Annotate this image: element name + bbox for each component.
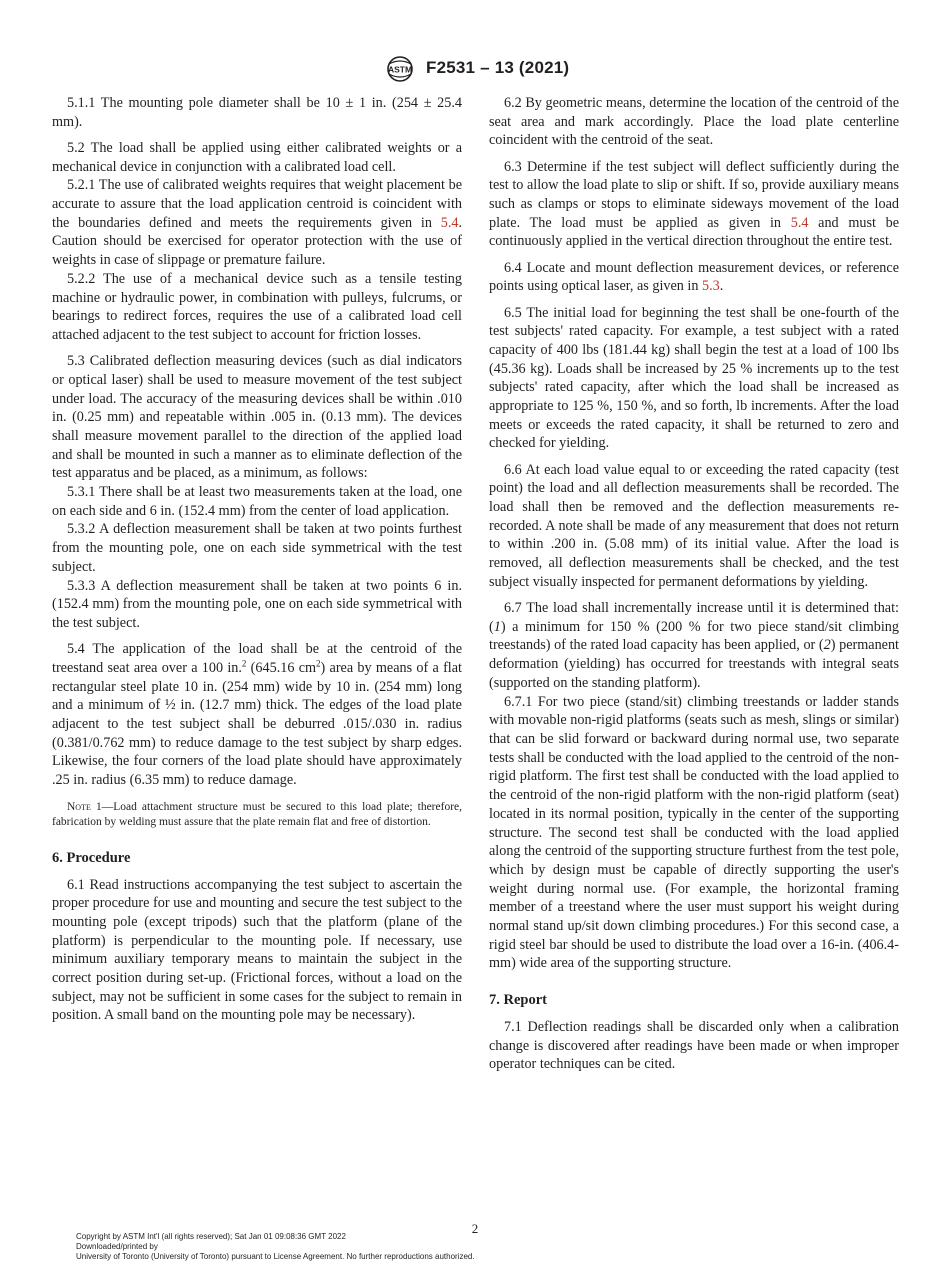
paragraph-5-2-1: 5.2.1 The use of calibrated weights requires that weight placement be accurate to assure that the load application centroid is coincident with the boundaries defined and meets the requirements given in 5.4. Caution should be exercised for operator protection with the use of weights in case of slippage or premature failure. <box>52 177 462 269</box>
paragraph-6-4: 6.4 Locate and mount deflection measurement devices, or reference points using optical laser, as given in 5.3. <box>489 259 899 295</box>
paragraph-5-1-1: 5.1.1 The mounting pole diameter shall be 10 ± 1 in. (254 ± 25.4 mm). <box>52 95 462 130</box>
paragraph-5-3-3: 5.3.3 A deflection measurement shall be taken at two points 6 in. (152.4 mm) from the mounting pole, one on each side symmetrical with the test subject. <box>52 577 462 631</box>
page-number: 2 <box>471 1221 479 1236</box>
right-column <box>489 94 899 1074</box>
note-1: Note 1—Load attachment structure must be secured to this load plate; therefore, fabrication by welding must assure that the plate remain flat and free of distortion. <box>52 800 462 829</box>
paragraph-6-5: 6.5 The initial load for beginning the test shall be one-fourth of the test subjects' rated capacity. For example, a test subject with a rated capacity of 400 lbs (181.44 kg) shall begin the test at a load of 100 lbs (45.36 kg). Loads shall be increased by 25 % increments up to the test subjects' rated capacity, after which the load shall be increased as appropriate to 125 %, 150 %, and so forth, lb increments. After the load meets or exceeds the rated capacity, it shall be returned to zero and checked for yielding. <box>489 304 899 452</box>
paragraph-6-7: 6.7 The load shall incrementally increase until it is determined that: (1) a minimum for 150 % (200 % for two piece stand/sit climbing treestands) of the rated load capacity has been applied, or (2) permanent deformation (yielding) has occurred for treestands with integral seats (supported on the standing platform). <box>489 600 899 691</box>
paragraph-5-2-2: 5.2.2 The use of a mechanical device such as a tensile testing machine or hydraulic power, in combination with pulleys, fulcrums, or bearings to redirect forces, requires the use of a calibrated load cell attached adjacent to the test subject to account for friction losses. <box>52 270 462 343</box>
paragraph-6-3: 6.3 Determine if the test subject will deflect sufficiently during the test to allow the load plate to slip or shift. If so, provide auxiliary means such as clamps or stops to eliminate sideways movement of the load plate. The load must be applied as given in 5.4 and must be continuously applied in the vertical direction throughout the entire test. <box>489 158 900 250</box>
svg-text:ASTM: ASTM <box>387 64 413 75</box>
paragraph-6-2: 6.2 By geometric means, determine the location of the centroid of the seat area and mark accordingly. Place the load plate centerline coincident with the centroid of the seat. <box>489 95 899 149</box>
footer-line: Downloaded/printed by <box>76 1242 158 1251</box>
paragraph-5-4: 5.4 The application of the load shall be at the centroid of the treestand seat area over a 100 in.$^2$ (645.16 $cm^2$) area by means of a flat rectangular steel plate 10 in. (254 mm) wide by 10 in. (254 mm) long and a minimum of ½ in. (12.7 mm) thick. The edges of the load plate adjacent to the test subject shall be deburred .015/.030 in. radius (0.381/0.762 mm) to reduce damage to the test subject by sharp edges. Likewise, the four corners of the load plate should have approximately .25 in. radius (6.35 mm) to reduce damage. <box>52 641 462 789</box>
paragraph-6-7-1: 6.7.1 For two piece (stand/sit) climbing treestands or ladder stands with movable non-rigid platforms (seats such as mesh, slings or similar) that can be slid forward or backward during normal use, two separate tests shall be conducted with the load applied to the centroid of the non-rigid platform. The first test shall be conducted with the load applied to the centroid of the non-rigid platform with the non-rigid platform (seat) located in its normal position, typically in the center of the supporting structure. The second test shall be conducted with the load applied along the centroid of the supporting structure furthest from the test pole, which by design must be capable of directly supporting the user's weight during normal use. (For example, the horizontal framing member of a treestand where the user must support his weight during normal stand up/sit down climbing procedures.) For this second case, a rigid steel bar should be used to distribute the load over a 16-in. (406.4-mm) wide area of the supporting structure. <box>489 693 899 972</box>
paragraph-5-3-1: 5.3.1 There shall be at least two measurements taken at the load, one on each side and 6 in. (152.4 mm) from the center of load application. <box>52 484 462 519</box>
left-column <box>52 94 462 1025</box>
section-link-5-4[interactable]: 5.4 <box>440 214 459 231</box>
paragraph-5-2: 5.2 The load shall be applied using either calibrated weights or a mechanical device in conjunction with a calibrated load cell. <box>52 139 462 175</box>
section-heading-report: 7. Report <box>489 992 547 1009</box>
astm-logo <box>380 56 420 82</box>
section-link-5-4[interactable]: 5.4 <box>790 214 809 231</box>
footer-line: Copyright by ASTM Int'l (all rights reserved); Sat Jan 01 09:08:36 GMT 2022 <box>76 1232 346 1241</box>
paragraph-5-3-2: 5.3.2 A deflection measurement shall be taken at two points furthest from the mounting pole, one on each side symmetrical with the test subject. <box>52 521 462 575</box>
paragraph-6-1: 6.1 Read instructions accompanying the test subject to ascertain the proper procedure for use and mounting and secure the test subject to the mounting pole (except tripods) such that the platform (plane of the platform) is perpendicular to the mounting pole. If necessary, use minimum auxiliary temporary means to maintain the subject in the correct position during set-up. (Frictional forces, without a load on the subject, may not be sufficient in some cases for the subject to remain in position. A small band on the mounting pole may be necessary). <box>52 876 462 1024</box>
footer-line: University of Toronto (University of Toronto) pursuant to License Agreement. No further reproductions authorized. <box>76 1252 475 1261</box>
section-heading-procedure: 6. Procedure <box>52 849 131 866</box>
paragraph-5-3: 5.3 Calibrated deflection measuring devices (such as dial indicators or optical laser) shall be used to measure movement of the test subject under load. The accuracy of the measuring devices shall be within .010 in. (0.25 mm) and repeatable within .005 in. (0.13 mm). The devices shall measure movement parallel to the direction of the applied load and shall be mounted in such a manner as to eliminate deflection of the test apparatus and be placed, as a minimum, as follows: <box>52 353 462 482</box>
standard-designation: F2531 – 13 (2021) <box>426 58 570 77</box>
paragraph-7-1: 7.1 Deflection readings shall be discarded only when a calibration change is discovered after readings have been made or when improper operator techniques can be cited. <box>489 1018 899 1073</box>
section-link-5-3[interactable]: 5.3 <box>702 278 720 295</box>
page-header <box>0 56 950 84</box>
copyright-footer <box>76 1232 475 1262</box>
paragraph-6-6: 6.6 At each load value equal to or exceeding the rated capacity (test point) the load and all deflection measurements shall be recorded. The load shall then be removed and the deflection measurements re-recorded. A note shall be made of any measurement that does not return to within .200 in. (5.08 mm) of its initial value. After the load is removed, all deflection measurements shall be checked, and the test subject visually inspected for permanent deformations by yielding. <box>489 461 899 590</box>
